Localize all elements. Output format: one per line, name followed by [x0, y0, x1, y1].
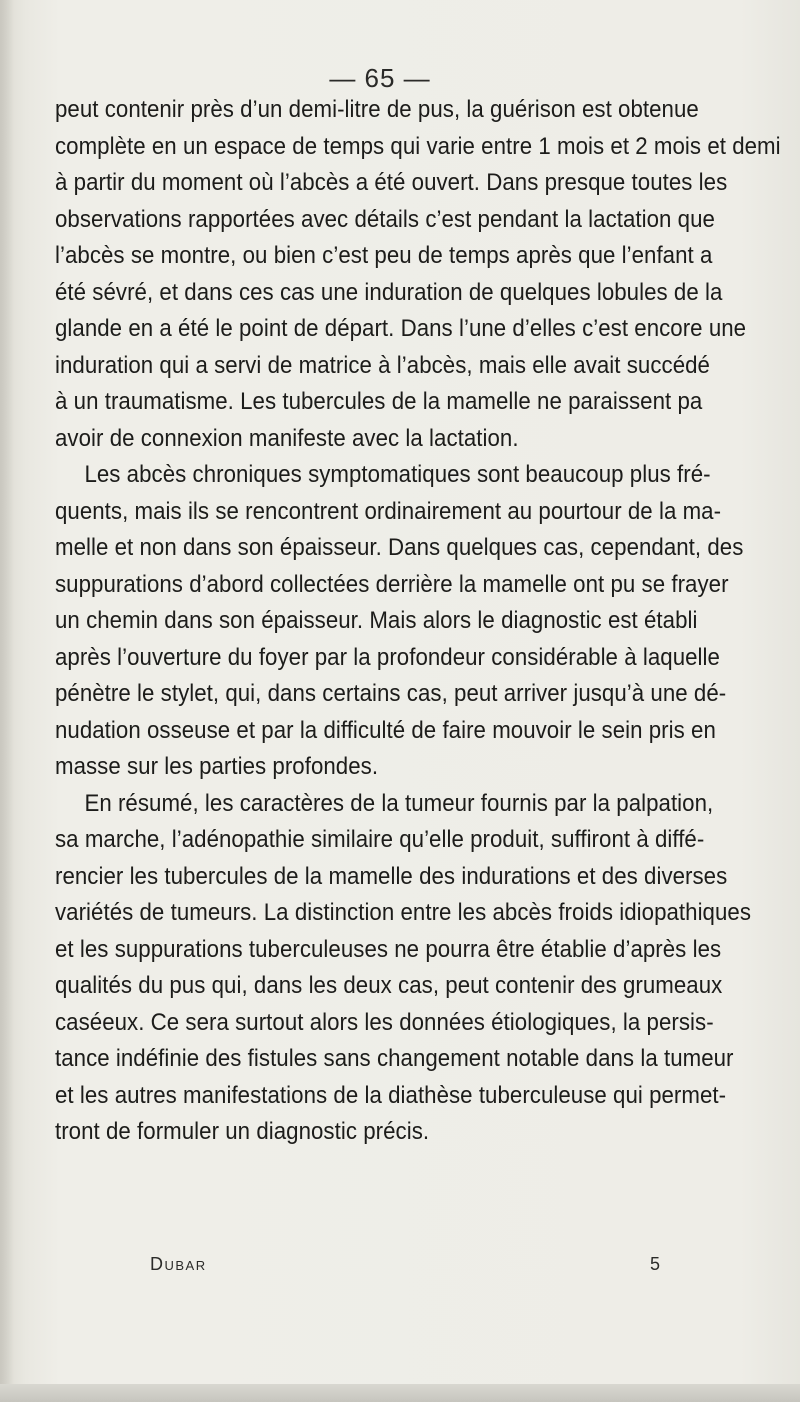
- paragraph: [55, 457, 744, 786]
- text-line: nudation osseuse et par la difficulté de faire mouvoir le sein pris en: [55, 716, 716, 744]
- text-line: après l’ouverture du foyer par la profondeur considérable à laquelle: [55, 643, 720, 671]
- text-line: Les abcès chroniques symptomatiques sont beaucoup plus fré-: [84, 461, 711, 488]
- text-line: observations rapportées avec détails c’est pendant la lactation que: [55, 205, 715, 233]
- text-line: masse sur les parties profondes.: [55, 753, 379, 780]
- text-line: quents, mais ils se rencontrent ordinairement au pourtour de la ma-: [55, 497, 722, 525]
- text-line: un chemin dans son épaisseur. Mais alors le diagnostic est établi: [55, 607, 698, 634]
- page-bottom-edge: [0, 1384, 800, 1402]
- body-text: [55, 92, 781, 1151]
- text-line: et les autres manifestations de la diathèse tuberculeuse qui permet-: [55, 1081, 727, 1109]
- text-line: qualités du pus qui, dans les deux cas, peut contenir des grumeaux: [55, 972, 723, 999]
- page-binding-shadow: [0, 0, 14, 1402]
- text-line: induration qui a servi de matrice à l’abcès, mais elle avait succédé: [55, 351, 710, 379]
- text-line: variétés de tumeurs. La distinction entre les abcès froids idiopathiques: [55, 899, 752, 926]
- text-line: sa marche, l’adénopathie similaire qu’elle produit, suffiront à diffé-: [55, 826, 705, 853]
- text-line: été sévré, et dans ces cas une induration de quelques lobules de la: [55, 278, 723, 306]
- text-line: peut contenir près d’un demi-litre de pus, la guérison est obtenue: [55, 96, 699, 123]
- text-line: l’abcès se montre, ou bien c’est peu de temps après que l’enfant a: [55, 242, 713, 269]
- text-line: caséeux. Ce sera surtout alors les données étiologiques, la persis-: [55, 1008, 714, 1036]
- text-line: avoir de connexion manifeste avec la lactation.: [55, 424, 519, 452]
- paragraph: [55, 786, 752, 1151]
- text-line: à partir du moment où l’abcès a été ouvert. Dans presque toutes les: [55, 169, 728, 196]
- text-line: à un traumatisme. Les tubercules de la mamelle ne paraissent pa: [55, 388, 703, 415]
- text-line: et les suppurations tuberculeuses ne pourra être établie d’après les: [55, 935, 722, 963]
- paragraph: [55, 92, 781, 457]
- text-line: pénètre le stylet, qui, dans certains cas, peut arriver jusqu’à une dé-: [55, 680, 727, 707]
- text-line: En résumé, les caractères de la tumeur fournis par la palpation,: [84, 789, 714, 817]
- text-line: tance indéfinie des fistules sans changement notable dans la tumeur: [55, 1045, 734, 1072]
- text-line: glande en a été le point de départ. Dans l’une d’elles c’est encore une: [55, 315, 747, 342]
- text-line: melle et non dans son épaisseur. Dans quelques cas, cependant, des: [55, 534, 744, 561]
- text-line: tront de formuler un diagnostic précis.: [55, 1118, 430, 1145]
- page-footer: [150, 1254, 660, 1284]
- text-line: suppurations d’abord collectées derrière la mamelle ont pu se frayer: [55, 570, 729, 598]
- printer-signature: Dubar: [150, 1254, 207, 1274]
- text-line: complète en un espace de temps qui varie entre 1 mois et 2 mois et demi: [55, 132, 781, 160]
- page-number: — 65 —: [329, 63, 431, 93]
- text-line: rencier les tubercules de la mamelle des indurations et des diverses: [55, 862, 728, 890]
- sheet-number: 5: [649, 1254, 660, 1274]
